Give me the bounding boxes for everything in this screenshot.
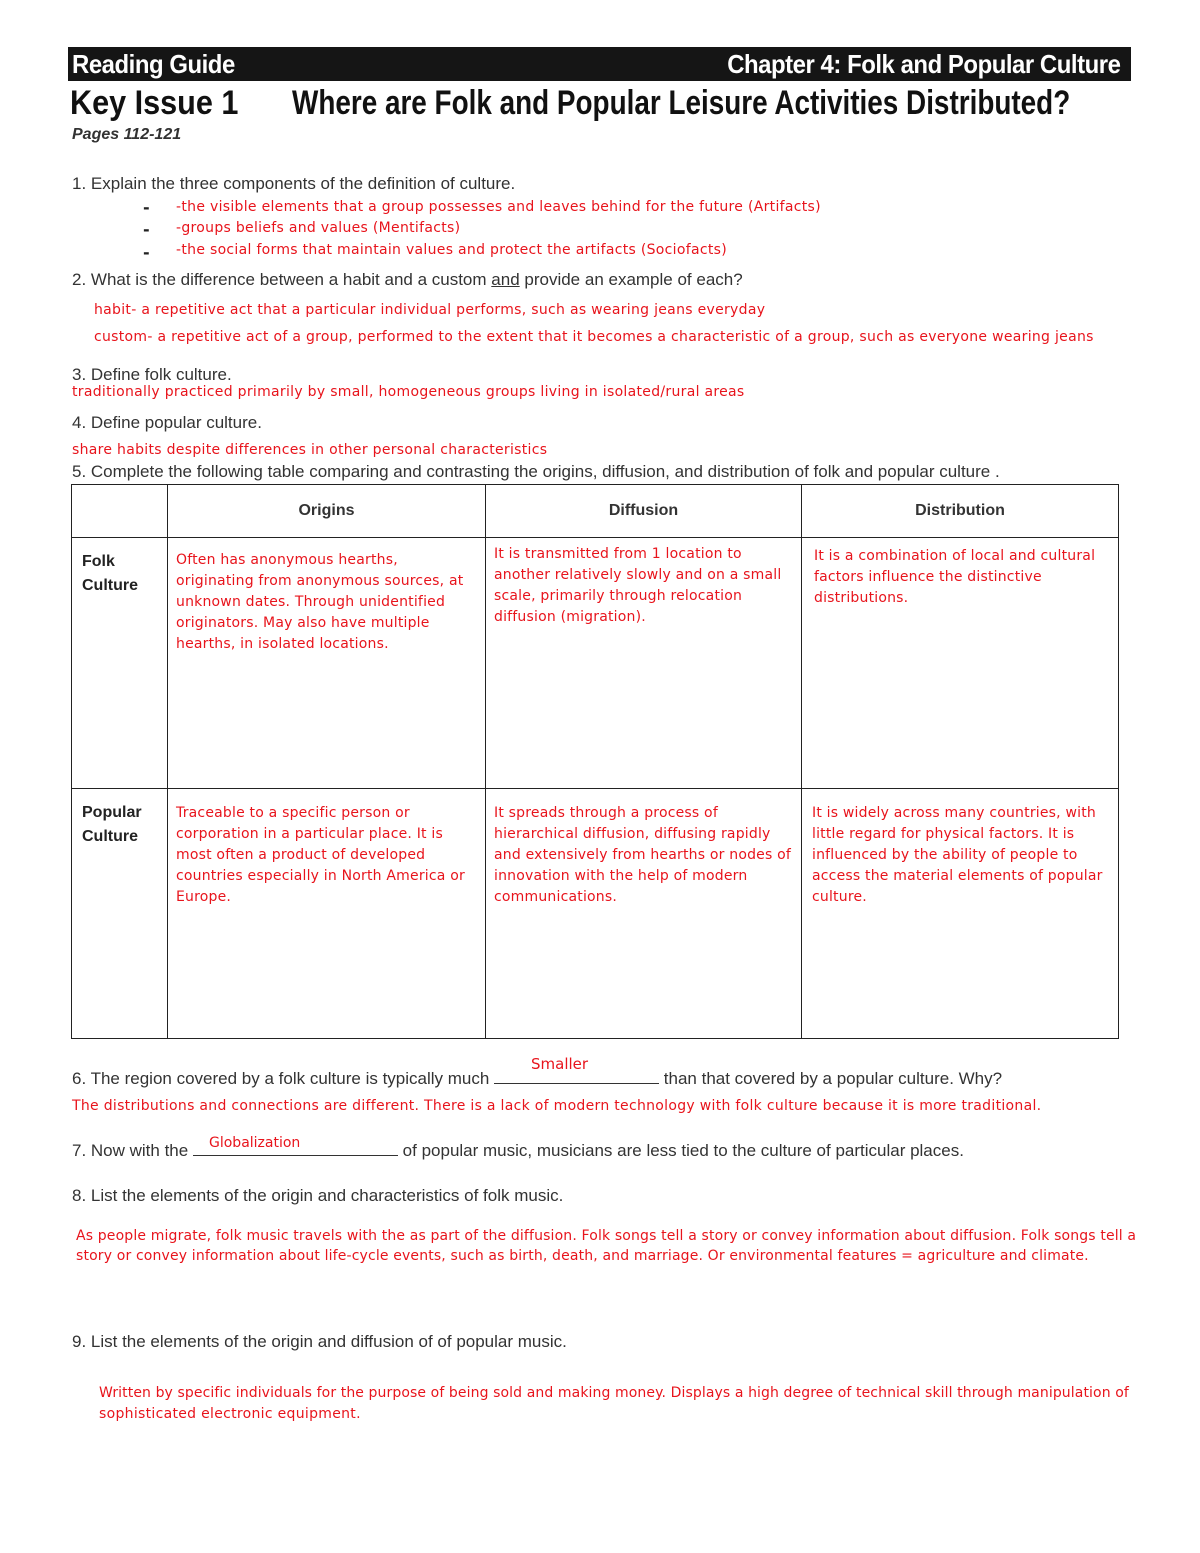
row-label-folk-culture: Folk Culture [72, 538, 168, 789]
key-issue-label: Key Issue 1 [70, 84, 239, 122]
question-3: 3. Define folk culture. [72, 365, 232, 384]
q9-answer-line-1: Written by specific individuals for the purpose of being sold and making money. Displays a high degree of technical skill through manipulation of [99, 1385, 1129, 1401]
chapter-label: Chapter 4: Folk and Popular Culture [726, 49, 1120, 79]
reading-guide-label: Reading Guide [72, 49, 235, 79]
q6-answer: The distributions and connections are different. There is a lack of modern technology with folk culture because it is more traditional. [72, 1098, 1042, 1114]
pages-range: Pages 112-121 [72, 126, 182, 143]
folk-distribution-cell: It is a combination of local and cultural factors influence the distinctive distributions. [802, 538, 1119, 789]
question-1: 1. Explain the three components of the definition of culture. [72, 174, 516, 193]
q4-answer: share habits despite differences in other personal characteristics [72, 442, 548, 458]
question-5: 5. Complete the following table comparing and contrasting the origins, diffusion, and distribution of folk and popular culture . [72, 462, 1000, 481]
q1-answer-artifacts: -the visible elements that a group possesses and leaves behind for the future (Artifacts) [176, 199, 821, 215]
folk-origins-cell: Often has anonymous hearths, originating from anonymous sources, at unknown dates. Through unidentified originators. May also have multiple hearths, in isolated locations. [168, 538, 486, 789]
table-row [72, 789, 1119, 1039]
bullet-icon: - [143, 243, 150, 262]
popular-origins-cell: Traceable to a specific person or corporation in a particular place. It is most often a product of developed countries especially in North America or Europe. [168, 789, 486, 1039]
table-header-row [72, 485, 1119, 538]
bullet-icon: - [143, 220, 150, 239]
popular-distribution-cell: It is widely across many countries, with little regard for physical factors. It is influenced by the ability of people to access the material elements of popular culture. [802, 789, 1119, 1039]
q3-answer: traditionally practiced primarily by small, homogeneous groups living in isolated/rural areas [72, 384, 745, 400]
question-8: 8. List the elements of the origin and characteristics of folk music. [72, 1186, 564, 1205]
bullet-icon: - [143, 198, 150, 217]
q8-answer-line-1: As people migrate, folk music travels with the as part of the diffusion. Folk songs tell a story or convey information about diffusion. Folk songs tell a [76, 1228, 1137, 1244]
q2-answer-custom: custom- a repetitive act of a group, performed to the extent that it becomes a characteristic of a group, such as everyone wearing jeans [94, 329, 1094, 345]
table-row [72, 538, 1119, 789]
underlined-and: and [491, 270, 520, 289]
question-6: 6. The region covered by a folk culture is typically much than that covered by a popular culture. Why? [72, 1069, 1003, 1088]
q7-blank-answer: Globalization [209, 1135, 301, 1151]
column-header-origins: Origins [168, 485, 486, 538]
q9-answer-line-2: sophisticated electronic equipment. [99, 1406, 361, 1422]
question-4: 4. Define popular culture. [72, 413, 262, 432]
comparison-table [71, 484, 1119, 1039]
column-header-diffusion: Diffusion [486, 485, 802, 538]
folk-diffusion-cell: It is transmitted from 1 location to another relatively slowly and on a small scale, primarily through relocation diffusion (migration). [486, 538, 802, 789]
question-2: 2. What is the difference between a habit and a custom and provide an example of each? [72, 270, 743, 289]
question-9: 9. List the elements of the origin and diffusion of of popular music. [72, 1332, 567, 1351]
q2-answer-habit: habit- a repetitive act that a particular individual performs, such as wearing jeans everyday [94, 302, 766, 318]
corner-cell [72, 485, 168, 538]
row-label-popular-culture: Popular Culture [72, 789, 168, 1039]
q6-blank-answer: Smaller [531, 1055, 589, 1073]
q8-answer-line-2: story or convey information about life-cycle events, such as birth, death, and marriage. Or environmental features = agriculture and climate. [76, 1248, 1089, 1264]
q1-answer-mentifacts: -groups beliefs and values (Mentifacts) [176, 220, 461, 236]
q1-answer-sociofacts: -the social forms that maintain values and protect the artifacts (Sociofacts) [176, 242, 727, 258]
page-title: Where are Folk and Popular Leisure Activities Distributed? [292, 84, 1071, 122]
question-7: 7. Now with the of popular music, musicians are less tied to the culture of particular places. [72, 1141, 964, 1160]
popular-diffusion-cell: It spreads through a process of hierarchical diffusion, diffusing rapidly and extensively from hearths or nodes of innovation with the help of modern communications. [486, 789, 802, 1039]
column-header-distribution: Distribution [802, 485, 1119, 538]
